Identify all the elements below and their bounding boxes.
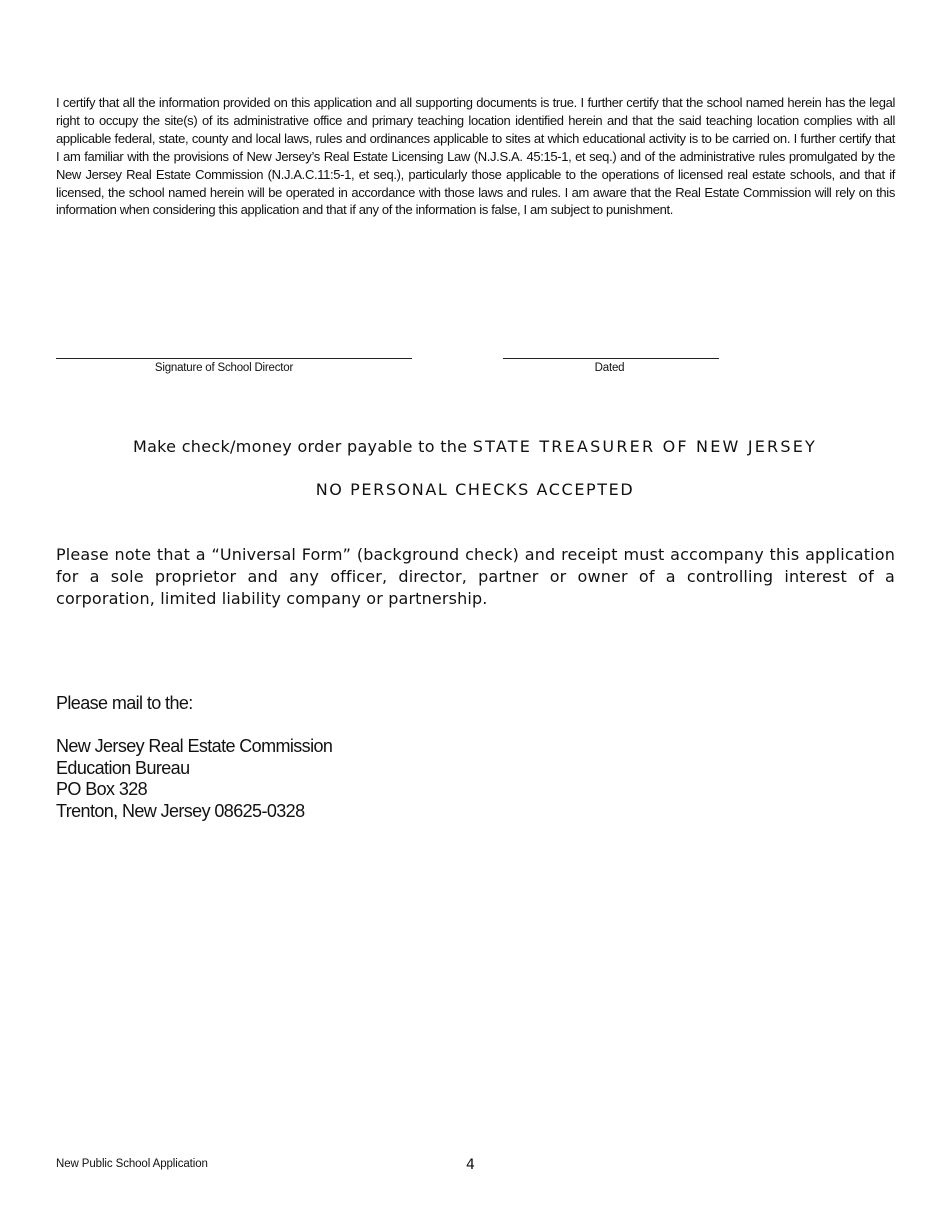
address-line-organization: New Jersey Real Estate Commission xyxy=(56,736,333,756)
page-number: 4 xyxy=(466,1157,475,1173)
payable-recipient: STATE TREASURER OF NEW JERSEY xyxy=(472,437,818,456)
footer-form-name: New Public School Application xyxy=(56,1158,208,1170)
director-signature-line xyxy=(56,344,412,359)
certification-paragraph: I certify that all the information provided on this application and all supporting documents is true. I further certify that the school named herein has the legal right to occupy the site(s) of its administrative office and primary teaching location identified herein and that the said teaching location complies with all applicable federal, state, county and local laws, rules and ordinances applicable to sites at which educational activity is to be carried on. I further certify that I am familiar with the provisions of New Jersey’s Real Estate Licensing Law (N.J.S.A. 45:15-1, et seq.) and of the administrative rules promulgated by the New Jersey Real Estate Commission (N.J.A.C.11:5-1, et seq.), particularly those applicable to the operations of licensed real estate schools, and that if licensed, the school named herein will be operated in accordance with those laws and rules. I am aware that the Real Estate Commission will rely on this information when considering this application and that if any of the information is false, I am subject to punishment. xyxy=(56,95,895,218)
universal-form-notice: Please note that a “Universal Form” (background check) and receipt must accompany this application for a sole proprietor and any officer, director, partner or owner of a controlling interest of a corporation, limited liability company or partnership. xyxy=(56,545,895,608)
mail-heading: Please mail to the: xyxy=(56,693,193,713)
date-signature-line xyxy=(503,344,719,359)
address-line-bureau: Education Bureau xyxy=(56,757,190,778)
date-label: Dated xyxy=(594,362,625,374)
no-personal-checks-notice: NO PERSONAL CHECKS ACCEPTED xyxy=(315,480,635,499)
director-signature-label: Signature of School Director xyxy=(154,362,294,374)
payable-prefix: Make check/money order payable to the xyxy=(132,437,468,456)
payable-instruction xyxy=(0,437,950,456)
address-line-po-box: PO Box 328 xyxy=(56,779,148,799)
address-line-city: Trenton, New Jersey 08625-0328 xyxy=(56,800,305,821)
mailing-address xyxy=(56,736,332,822)
